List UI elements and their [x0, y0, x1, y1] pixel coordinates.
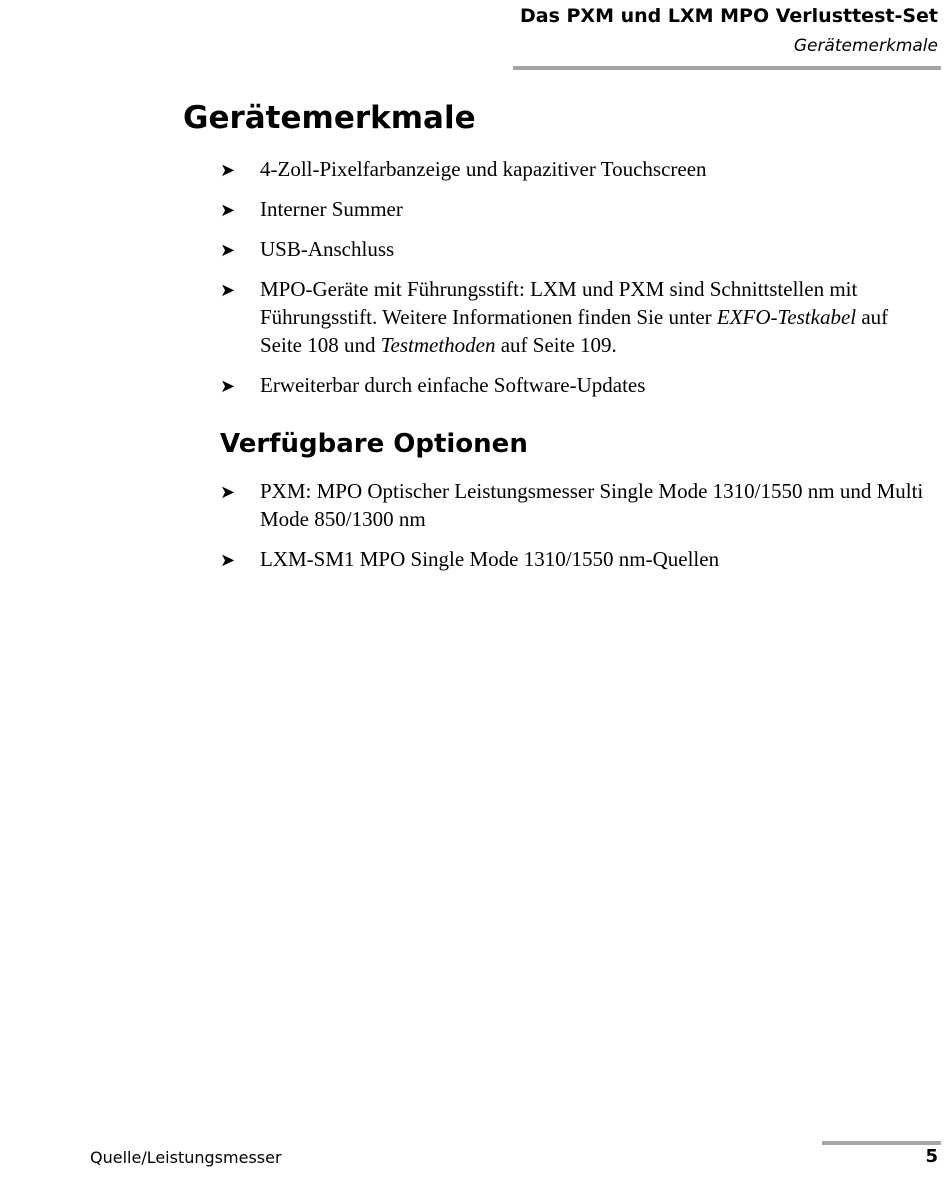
option-text: PXM: MPO Optischer Leistungsmesser Single Mode 1310/1550 nm und Multi Mode 850/1300 nm — [260, 479, 924, 531]
option-text: LXM-SM1 MPO Single Mode 1310/1550 nm-Quellen — [260, 547, 720, 571]
section-title: Gerätemerkmale — [183, 100, 476, 136]
feature-text: auf Seite 109. — [495, 333, 617, 357]
option-item-lxm — [220, 545, 932, 573]
feature-item-buzzer — [220, 195, 932, 223]
features-list — [220, 155, 932, 411]
feature-item-display — [220, 155, 932, 183]
feature-item-usb — [220, 235, 932, 263]
cross-reference-exfo-testkabel[interactable]: EXFO-Testkabel — [716, 305, 857, 329]
running-header-subtitle: Gerätemerkmale — [793, 36, 938, 56]
arrowhead-bullet-icon: ➤ — [220, 280, 236, 301]
option-item-pxm — [220, 477, 932, 533]
feature-item-updates — [220, 371, 932, 399]
feature-item-guide-pin — [220, 275, 932, 359]
arrowhead-bullet-icon: ➤ — [220, 240, 236, 261]
options-list — [220, 477, 932, 585]
footer-product-name: Quelle/Leistungsmesser — [90, 1148, 282, 1167]
running-header — [520, 4, 938, 57]
feature-text: 4-Zoll-Pixelfarbanzeige und kapazitiver Touchscreen — [260, 157, 707, 181]
feature-text: auf Seite 108 und — [260, 305, 889, 357]
arrowhead-bullet-icon: ➤ — [220, 200, 236, 221]
footer-rule — [822, 1141, 941, 1145]
feature-text: USB-Anschluss — [260, 237, 395, 261]
arrowhead-bullet-icon: ➤ — [220, 160, 236, 181]
subsection-title: Verfügbare Optionen — [220, 429, 528, 459]
arrowhead-bullet-icon: ➤ — [220, 376, 236, 397]
feature-text: MPO-Geräte mit Führungsstift: LXM und PXM sind Schnittstellen mit Führungsstift. Weitere Informationen finden Sie unter — [260, 277, 858, 329]
feature-text: Erweiterbar durch einfache Software-Updates — [260, 373, 646, 397]
running-header-title: Das PXM und LXM MPO Verlusttest-Set — [519, 5, 938, 27]
header-rule — [513, 66, 941, 70]
arrowhead-bullet-icon: ➤ — [220, 550, 236, 571]
arrowhead-bullet-icon: ➤ — [220, 482, 236, 503]
cross-reference-testmethoden[interactable]: Testmethoden — [380, 333, 496, 357]
page-number: 5 — [925, 1146, 938, 1167]
feature-text: Interner Summer — [260, 197, 403, 221]
